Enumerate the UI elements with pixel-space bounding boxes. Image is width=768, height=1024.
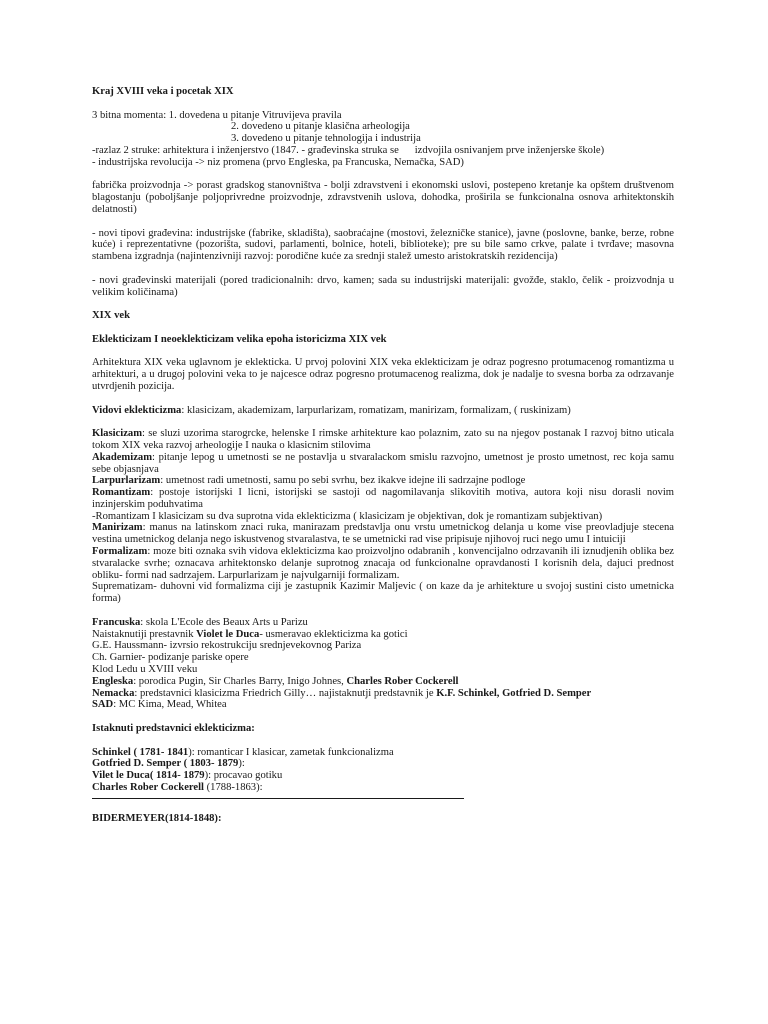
horizontal-rule — [92, 798, 464, 799]
violet-name: Violet le Duca — [196, 628, 260, 640]
definition-larpurlarizam — [92, 475, 674, 487]
paragraph-vidovi — [92, 405, 674, 417]
rep-name: Vilet le Duca( 1814- 1879 — [92, 770, 205, 782]
rep-name: Gotfried D. Semper ( 1803- 1879 — [92, 758, 239, 770]
rep-name: Schinkel ( 1781- 1841 — [92, 746, 189, 758]
moments-line-1: 3 bitna momenta: 1. dovedena u pitanje Vitruvijeva pravila — [92, 109, 342, 121]
line-violet — [92, 629, 674, 641]
heading-bidermeyer: BIDERMEYER(1814-1848): — [92, 812, 222, 824]
paragraph-suprematizam: Suprematizam- duhovni vid formalizma ciji je zastupnik Kazimir Maljevic ( on kaze da je arhitekture u svojoj sustini cisto umetnicka forma) — [92, 581, 674, 605]
rep-text: ): procavao gotiku — [204, 770, 283, 782]
definition-text: : manus na latinskom znaci ruka, manirazam predstavlja onu vrstu umetnickog delanja u kome vise preovladjuje stecena vestina umetnickog delanja nego iskustvenog stvaralastva, te se umetnicki rad vise pripisuje njihovoj ruci nego umu I intuiciji — [92, 522, 674, 546]
definition-klasicizam — [92, 428, 674, 452]
definition-akademizam — [92, 452, 674, 476]
vidovi-text: : klasicizam, akademizam, larpurlarizam, romatizam, manirizam, formalizam, ( ruskinizam) — [181, 404, 571, 416]
rep-name: Charles Rober Cockerell — [92, 782, 204, 794]
heading-xix-vek: XIX vek — [92, 310, 130, 322]
line-haussmann: G.E. Haussmann- izvrsio rekostrukciju srednjevekovnog Pariza — [92, 640, 362, 652]
country-label: Francuska — [92, 616, 141, 628]
moments-line-4: -razlaz 2 struke: arhitektura i inženjerstvo (1847. - građevinska struka se izdvojila osnivanjem prve inženjerske škole) — [92, 144, 605, 156]
country-label: Engleska — [92, 675, 134, 687]
rep-semper — [92, 758, 674, 770]
line-engleska — [92, 676, 674, 688]
paragraph-arhitektura: Arhitektura XIX veka uglavnom je eklekticka. U prvoj polovini XIX veka eklekticizam je odraz pogresno protumacenog romantizma u arhitekturi, a u drugoj polovini veka to je najcesce odraz pogresno protumacenog realizma, dok je nadalje to svesna borba za odrzavanje utvrdjenih pozicija. — [92, 357, 674, 392]
line-sad — [92, 699, 674, 711]
line-garnier: Ch. Garnier- podizanje pariske opere — [92, 652, 249, 664]
country-bold-name: Charles Rober Cockerell — [346, 675, 459, 687]
definition-romantizam — [92, 487, 674, 511]
rep-text: (1788-1863): — [204, 782, 263, 794]
rep-violet — [92, 770, 674, 782]
definition-manirizam — [92, 522, 674, 546]
moments-line-5: - industrijska revolucija -> niz promena (prvo Engleska, pa Francuska, Nemačka, SAD) — [92, 156, 464, 168]
country-text: : skola L'Ecole des Beaux Arts u Parizu — [140, 616, 308, 628]
rep-text: ): — [238, 758, 245, 770]
rep-cockerell — [92, 782, 674, 794]
definition-label: Manirizam — [92, 522, 143, 534]
country-label: Nemacka — [92, 687, 135, 699]
definition-label: Larpurlarizam — [92, 475, 161, 487]
line-francuska — [92, 617, 674, 629]
rep-text: ): romanticar I klasicar, zametak funkcionalizma — [188, 746, 394, 758]
country-bold-name: K.F. Schinkel, Gotfried D. Semper — [436, 687, 592, 699]
paragraph-fabricka: fabrička proizvodnja -> porast gradskog stanovništva - bolji zdravstveni i ekonomski uslovi, postepeno kretanje ka opštem društvenom blagostanju (poboljšanje poljoprivredne proizvodnje, zdravstvenih uslova, dohodka, proširila se funkcionalna osnova arhitektonskih delatnosti) — [92, 180, 674, 215]
country-text: : porodica Pugin, Sir Charles Barry, Inigo Johnes, — [133, 675, 347, 687]
definition-text: : postoje istorijski I licni, istorijski se sastoji od nagomilavanja slikovitih motiva, autora koji nisu dorasli novim inzinjerskim poduhvatima — [92, 487, 674, 510]
definition-label: Formalizam — [92, 546, 148, 558]
definition-label: Klasicizam — [92, 428, 143, 440]
heading-eklekticizam: Eklekticizam I neoeklekticizam velika epoha istoricizma XIX vek — [92, 333, 387, 345]
line-nemacka — [92, 688, 674, 700]
country-label: SAD — [92, 699, 114, 711]
paragraph-tipovi: - novi tipovi građevina: industrijske (fabrike, skladišta), saobraćajne (mostovi, železničke stanice), javne (poslovne, banke, berze, robne kuće) i reprezentativne (pozorišta, sudovi, parlamenti, bolnice, hoteli, biblioteke); pre su bile samo crkve, palate i tvrđave; masovna stambena izgradnja (najintenzivniji razvoj: porodične kuće za srednji stalež umesto aristokratskih rezidencija) — [92, 227, 674, 263]
moments-line-2: 2. dovedeno u pitanje klasična arheologija — [231, 121, 410, 133]
definition-text: : pitanje lepog u umetnosti se ne postavlja u stvaralackom smislu razvojno, umetnost je prosto umetnost, rec koja samu sebe objasnjava — [92, 451, 674, 475]
violet-prefix: Naistaknutiji prestavnik — [92, 628, 197, 640]
country-text: : MC Kima, Mead, Whitea — [113, 699, 227, 711]
heading-istaknuti: Istaknuti predstavnici eklekticizma: — [92, 723, 255, 735]
definition-text: : moze biti oznaka svih vidova eklekticizma kao proizvoljno odabranih , konvencijalno odrzavanih ili iznudjenih oblika bez stvaralacke svrhe; oznacava arhitektonsko delanje suprotnog znacaja od funkcionalne opravdanosti I korisnih dela, dajuci prednost obliku- formi nad sadrzajem. Larpurlarizam je najvulgarniji formalizam. — [92, 546, 674, 581]
country-text: : predstavnici klasicizma Friedrich Gilly… najistaknutji predstavnik je — [134, 687, 437, 699]
definition-text: : umetnost radi umetnosti, samu po sebi svrhu, bez ikakve idejne ili sadrzajne podloge — [160, 475, 526, 487]
violet-suffix: - usmeravao eklekticizma ka gotici — [259, 628, 408, 640]
definition-label: Romantizam — [92, 487, 151, 499]
vidovi-label: Vidovi eklekticizma — [92, 404, 182, 416]
definition-formalizam — [92, 546, 674, 581]
section-title: Kraj XVIII veka i pocetak XIX — [92, 86, 234, 97]
document-body — [92, 86, 674, 825]
rep-schinkel — [92, 747, 674, 759]
definition-text: : se sluzi uzorima starogrcke, helenske I rimske arhitekture kao polaznim, zato su na njegov postanak I razvoj bitno uticala tokom XIX veka razvoj arheologije I nauka o klasicnim stilovima — [92, 428, 674, 451]
line-ledu: Klod Ledu u XVIII veku — [92, 664, 198, 676]
paragraph-materijali: - novi građevinski materijali (pored tradicionalnih: drvo, kamen; sada su industrijski materijali: gvožđe, staklo, čelik - proizvodnja u velikim količinama) — [92, 274, 674, 298]
romantizam-note: -Romantizam I klasicizam su dva suprotna vida eklekticizma ( klasicizam je objektivan, dok je romantizam subjektivan) — [92, 510, 603, 522]
moments-line-3: 3. dovedeno u pitanje tehnologija i industrija — [231, 133, 421, 145]
definition-label: Akademizam — [92, 451, 153, 463]
